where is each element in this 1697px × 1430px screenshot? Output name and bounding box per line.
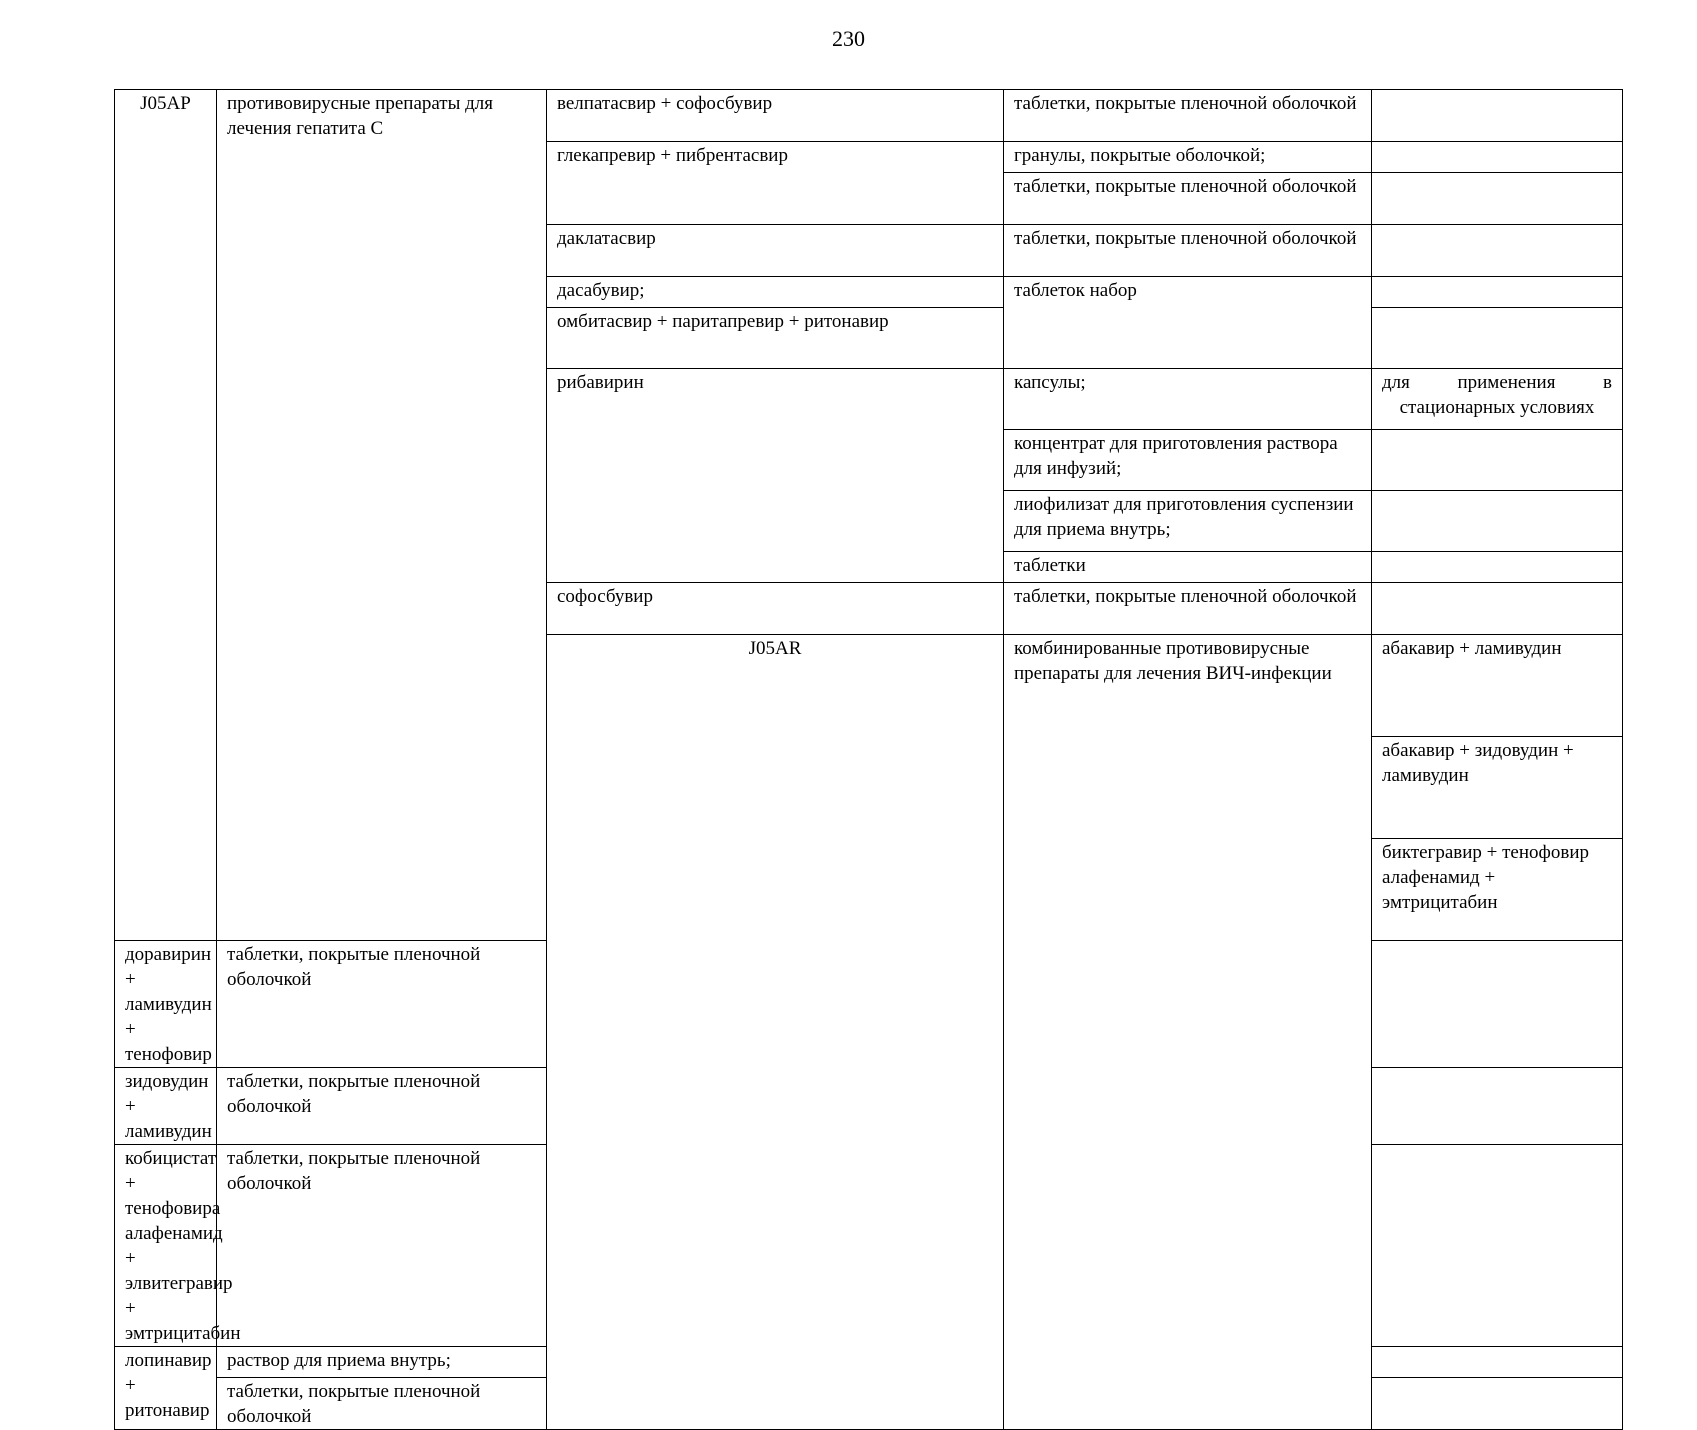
drug-name-cell: омбитасвир + паритапревир + ритонавир: [547, 308, 1004, 369]
drug-name-cell: глекапревир + пибрентасвир: [547, 142, 1004, 225]
dosage-form-cell: таблетки, покрытые пленочной оболочкой: [217, 1145, 547, 1347]
table-row: [115, 90, 1623, 142]
drug-name-cell: велпатасвир + софосбувир: [547, 90, 1004, 142]
dosage-form-cell: таблеток набор: [1004, 277, 1372, 369]
atc-code-cell: J05AP: [115, 90, 217, 941]
dosage-form-cell: капсулы;: [1004, 369, 1372, 430]
drug-name-cell: зидовудин + ламивудин: [115, 1068, 217, 1145]
drug-name-cell: даклатасвир: [547, 225, 1004, 277]
drug-name-cell: кобицистат + тенофовира алафенамид + элвитегравир + эмтрицитабин: [115, 1145, 217, 1347]
note-cell: [1372, 173, 1623, 225]
note-cell: [1372, 583, 1623, 635]
note-cell: [1372, 1378, 1623, 1430]
note-cell: [1372, 142, 1623, 173]
note-cell: для применения в стационарных условиях: [1372, 369, 1623, 430]
dosage-form-cell: таблетки, покрытые пленочной оболочкой: [217, 941, 547, 1068]
dosage-form-cell: таблетки, покрытые пленочной оболочкой: [1004, 173, 1372, 225]
drug-name-cell: абакавир + зидовудин + ламивудин: [1372, 737, 1623, 839]
note-cell: [1372, 430, 1623, 491]
drug-name-cell: абакавир + ламивудин: [1372, 635, 1623, 737]
dosage-form-cell: таблетки, покрытые пленочной оболочкой: [1004, 225, 1372, 277]
note-cell: [1372, 225, 1623, 277]
drug-name-cell: биктегравир + тенофовир алафенамид + эмтрицитабин: [1372, 839, 1623, 941]
page-number: 230: [832, 26, 865, 51]
dosage-form-cell: таблетки, покрытые пленочной оболочкой: [1004, 90, 1372, 142]
note-cell: [1372, 1347, 1623, 1378]
drug-list-table: [114, 89, 1623, 1430]
note-cell: [1372, 1068, 1623, 1145]
group-name-cell: противовирусные препараты для лечения гепатита С: [217, 90, 547, 941]
dosage-form-cell: лиофилизат для приготовления суспензии для приема внутрь;: [1004, 491, 1372, 552]
note-cell: [1372, 308, 1623, 369]
atc-code-cell: J05AR: [547, 635, 1004, 1430]
drug-name-cell: рибавирин: [547, 369, 1004, 583]
dosage-form-cell: концентрат для приготовления раствора для инфузий;: [1004, 430, 1372, 491]
drug-name-cell: доравирин + ламивудин + тенофовир: [115, 941, 217, 1068]
drug-name-cell: лопинавир + ритонавир: [115, 1347, 217, 1430]
dosage-form-cell: таблетки, покрытые пленочной оболочкой: [217, 1378, 547, 1430]
dosage-form-cell: гранулы, покрытые оболочкой;: [1004, 142, 1372, 173]
note-cell: [1372, 552, 1623, 583]
dosage-form-cell: таблетки, покрытые пленочной оболочкой: [1004, 583, 1372, 635]
note-cell: [1372, 90, 1623, 142]
note-cell: [1372, 1145, 1623, 1347]
drug-name-cell: софосбувир: [547, 583, 1004, 635]
dosage-form-cell: таблетки: [1004, 552, 1372, 583]
drug-name-cell: дасабувир;: [547, 277, 1004, 308]
note-cell: [1372, 941, 1623, 1068]
note-cell: [1372, 491, 1623, 552]
dosage-form-cell: раствор для приема внутрь;: [217, 1347, 547, 1378]
group-name-cell: комбинированные противовирусные препараты для лечения ВИЧ-инфекции: [1004, 635, 1372, 1430]
dosage-form-cell: таблетки, покрытые пленочной оболочкой: [217, 1068, 547, 1145]
note-cell: [1372, 277, 1623, 308]
